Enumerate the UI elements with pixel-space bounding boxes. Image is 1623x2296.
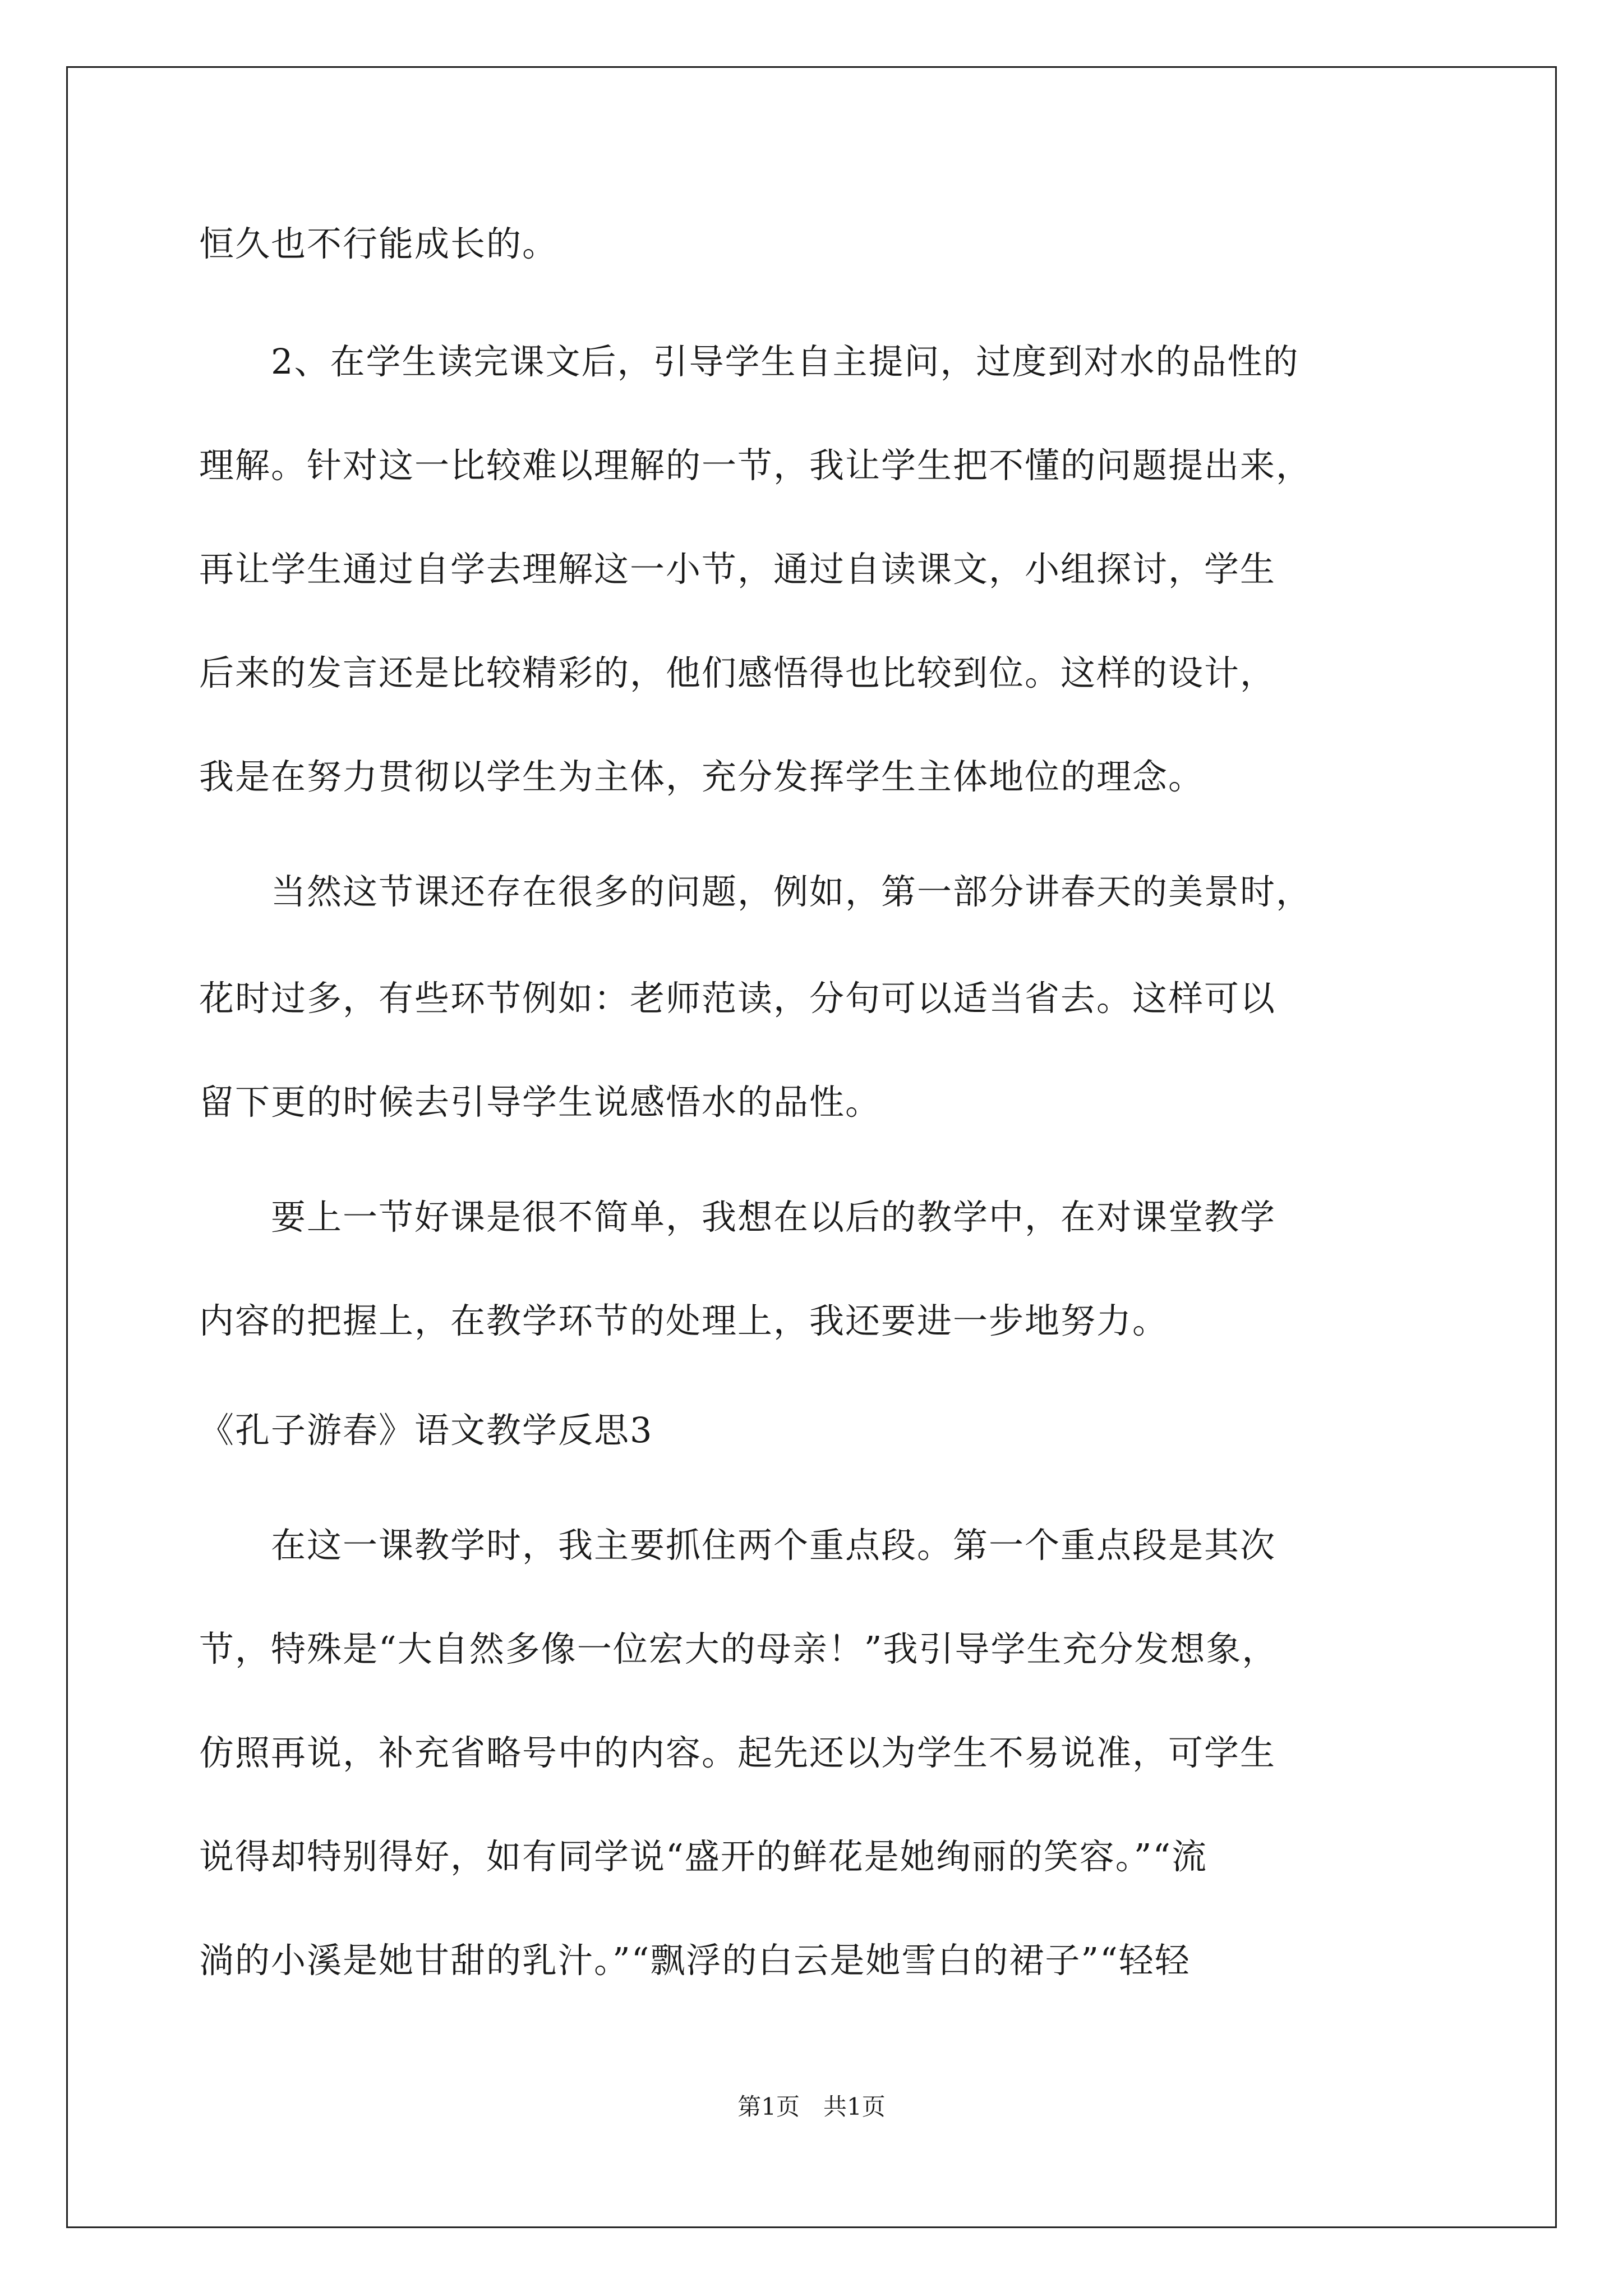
body-line-10: 要上一节好课是很不简单，我想在以后的教学中，在对课堂教学 <box>199 1197 1276 1237</box>
body-line-7: 当然这节课还存在很多的问题，例如，第一部分讲春天的美景时， <box>199 871 1312 912</box>
body-line-2: 2、在学生读完课文后，引导学生自主提问，过度到对水的品性的 <box>199 341 1299 382</box>
body-line-11: 内容的把握上，在教学环节的处理上，我还要进一步地努力。 <box>199 1300 1169 1341</box>
body-line-9: 留下更的时候去引导学生说感悟水的品性。 <box>199 1082 882 1122</box>
body-line-17: 淌的小溪是她甘甜的乳汁。”“飘浮的白云是她雪白的裙子”“轻轻 <box>199 1940 1191 1981</box>
body-line-6: 我是在努力贯彻以学生为主体，充分发挥学生主体地位的理念。 <box>199 756 1205 797</box>
body-line-13: 在这一课教学时，我主要抓住两个重点段。第一个重点段是其次 <box>199 1525 1276 1566</box>
body-line-8: 花时过多，有些环节例如：老师范读，分句可以适当省去。这样可以 <box>199 978 1276 1019</box>
body-line-15: 仿照再说，补充省略号中的内容。起先还以为学生不易说准，可学生 <box>199 1732 1276 1773</box>
page-border <box>66 66 1557 2228</box>
body-line-1: 恒久也不行能成长的。 <box>199 223 559 264</box>
section-heading: 《孔子游春》语文教学反思3 <box>199 1410 653 1451</box>
body-line-4: 再让学生通过自学去理解这一小节，通过自读课文，小组探讨，学生 <box>199 549 1276 590</box>
page-footer: 第1页 共1页 <box>737 2093 886 2120</box>
body-line-16: 说得却特别得好，如有同学说“盛开的鲜花是她绚丽的笑容。”“流 <box>199 1836 1208 1877</box>
body-line-5: 后来的发言还是比较精彩的，他们感悟得也比较到位。这样的设计， <box>199 652 1276 693</box>
body-line-14: 节，特殊是“大自然多像一位宏大的母亲！”我引导学生充分发想象， <box>199 1628 1278 1669</box>
body-line-3: 理解。针对这一比较难以理解的一节，我让学生把不懂的问题提出来， <box>199 445 1312 486</box>
